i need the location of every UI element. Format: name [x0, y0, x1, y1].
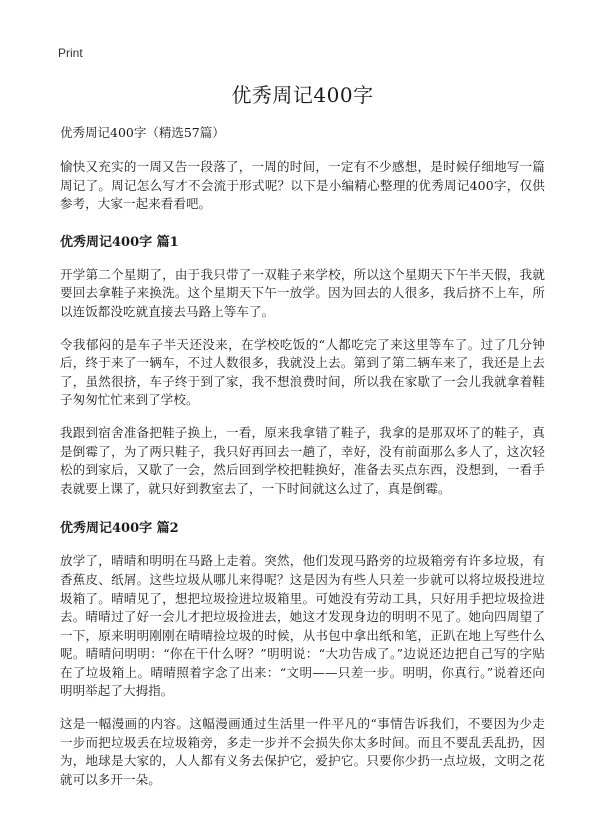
section-paragraph: 开学第二个星期了，由于我只带了一双鞋子来学校，所以这个星期天下午半天假，我就要回去拿鞋子来换洗。这个星期天下午一放学。因为回去的人很多，我后挤不上车，所以连饭都没吃就直接去马路上等车了。	[60, 266, 545, 319]
section-1	[60, 234, 545, 499]
print-link[interactable]: Print	[58, 46, 83, 60]
document-subtitle: 优秀周记400字（精选57篇）	[60, 125, 225, 140]
section-2	[60, 520, 545, 789]
section-paragraph: 令我郁闷的是车子半天还没来，在学校吃饭的“人都吃完了来这里等车了。过了几分钟后，终于来了一辆车，不过人数很多，我就没上去。第到了第二辆车来了，我还是上去了，虽然很挤，车子终于到了家，我不想浪费时间，所以我在家歇了一会儿我就拿着鞋子匆匆忙忙来到了学校。	[60, 336, 545, 408]
intro-paragraph: 愉快又充实的一周又告一段落了，一周的时间，一定有不少感想，是时候仔细地写一篇周记了。周记怎么写才不会流于形式呢？以下是小编精心整理的优秀周记400字，仅供参考，大家一起来看看吧。	[60, 159, 545, 212]
document-title: 优秀周记400字	[231, 83, 374, 107]
section-heading: 优秀周记400字 篇1	[60, 234, 179, 250]
section-paragraph: 放学了，晴晴和明明在马路上走着。突然，他们发现马路旁的垃圾箱旁有许多垃圾，有香蕉皮、纸屑。这些垃圾从哪儿来得呢？这是因为有些人只差一步就可以将垃圾投进垃圾箱了。晴晴见了，想把垃圾捡进垃圾箱里。可她没有劳动工具，只好用手把垃圾捡进去。晴晴过了好一会儿才把垃圾捡进去，她这才发现身边的明明不见了。她向四周望了一下，原来明明刚刚在晴晴捡垃圾的时候，从书包中拿出纸和笔，正趴在地上写些什么呢。晴晴问明明：“你在干什么呀？”明明说：“大功告成了。”边说还边把自己写的字贴在了垃圾箱上。晴晴照着字念了出来：“文明——只差一步。明明，你真行。”说着还向明明举起了大拇指。	[60, 553, 545, 699]
section-paragraph: 这是一幅漫画的内容。这幅漫画通过生活里一件平凡的“事情告诉我们，不要因为少走一步而把垃圾丢在垃圾箱旁，多走一步并不会损失你太多时间。而且不要乱丢乱扔，因为，地球是大家的，人人都有义务去保护它，爱护它。只要你少扔一点垃圾，文明之花就可以多开一朵。	[60, 716, 545, 787]
section-heading: 优秀周记400字 篇2	[60, 521, 179, 537]
section-paragraph: 我跟到宿舍准备把鞋子换上，一看，原来我拿错了鞋子，我拿的是那双坏了的鞋子，真是倒霉了，为了两只鞋子，我只好再回去一趟了，幸好，没有前面那么多人了，这次轻松的到家后，又歇了一会，然后回到学校把鞋换好，准备去买点东西，没想到，一看手表就要上课了，就只好到教室去了，一下时间就这么过了，真是倒霉。	[60, 424, 545, 496]
